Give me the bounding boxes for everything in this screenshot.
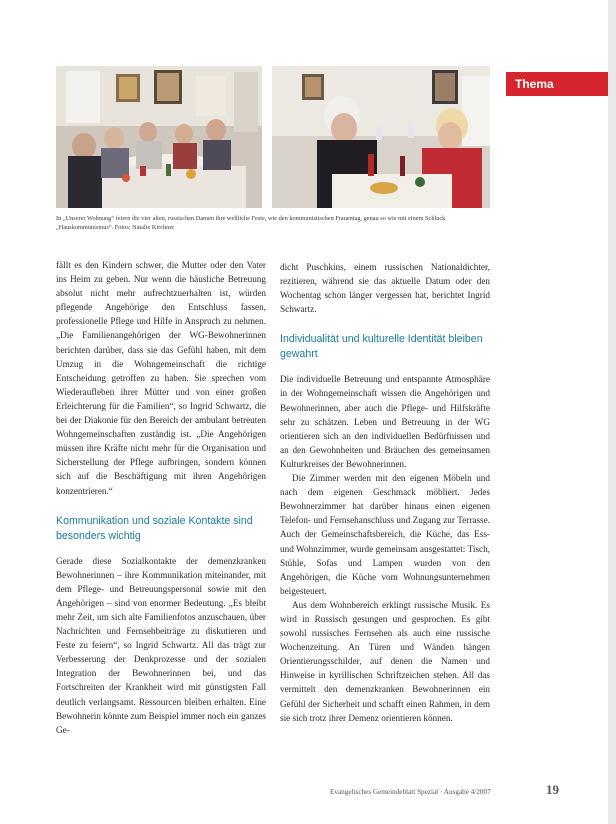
section-tab [506, 72, 608, 96]
left-subheading: Kommunikation und soziale Kontakte sind besonders wichtig [56, 514, 253, 542]
photo-toast [272, 66, 490, 208]
right-paragraph-2: Die individuelle Betreuung und entspannte Atmosphäre in der Wohngemeinschaft wissen die Angehörigen und Bewohnerinnen, aber auch die Pflege- und Hilfskräfte sehr zu schätzen. Leben und Betreuung in der WG orientieren sich an den individuellen Bedürfnissen und an den Gewohnheiten und Bräuchen des gemeinsamen Kulturkreises der Bewohnerinnen. [280, 374, 490, 469]
right-subheading: Individualität und kulturelle Identität bleiben gewahrt [280, 333, 483, 361]
right-paragraph-1: dicht Puschkins, einem russischen Nationaldichter, rezitieren, während sie das aktuelle Datum oder den Wochentag schon länger vergessen hat, berichtet Ingrid Schwartz. [280, 262, 490, 315]
right-column [280, 260, 490, 725]
left-paragraph-1: fällt es den Kindern schwer, die Mutter oder den Vater ins Heim zu geben. Nur wenn die häusliche Betreuung absolut nicht mehr aufrechtzuerhalten ist, würden pflegende Angehörige den Entschluss fassen, professionelle Pflege und Hilfe in Anspruch zu nehmen. „Die Familienangehörigen der WG-Bewohnerinnen berichten darüber, dass sie das Gefühl haben, mit dem Umzug in die Wohngemeinschaft die richtige Entscheidung getroffen zu haben. Sie sprechen vom Wiederaufleben ihrer Mütter und von einer großen Erleichterung für die Familien“, so Ingrid Schwartz, die bei der Diakonie für den Bereich der ambulant betreuten Wohngemeinschaften zuständig ist. „Die Angehörigen müssen ihre Kräfte nicht mehr für die Organisation und Sicherstellung der Pflege aufbringen, sondern können sich auf die Beschäftigung mit ihren Angehörigen konzentrieren.“ [56, 260, 266, 496]
left-column [56, 258, 266, 737]
page-edge [608, 0, 616, 824]
photo-caption: In „Unserer Wohnung“ feiern die vier alten, russischen Damen ihre weltliche Feste, wie den kommunistischen Frauentag, genau so wie mit einem Schluck „Hauskommunismus“. Fotos: Natalie Kirchner [56, 215, 446, 231]
section-tab-label: Thema [515, 77, 554, 91]
footer-publication: Evangelisches Gemeindeblatt Spezial · Ausgabe 4/2007 [330, 788, 491, 796]
photo-group-celebration [56, 66, 262, 208]
page-number: 19 [546, 782, 559, 797]
left-paragraph-2: Gerade diese Sozialkontakte der demenzkranken Bewohnerinnen – ihre Kommunikation miteinander, mit dem Pflege- und Betreuungspersonal sowie mit den Angehörigen – sind von enormer Bedeutung. „Es bleibt mehr Zeit, um sich alte Familienfotos anzuschauen, über Nachrichten und Fernsehbeiträge zu diskutieren und Feste zu feiern“, so Ingrid Schwartz. All das trägt zur Verbesserung der Denkprozesse und der sozialen Integration der Bewohnerinnen bei, und das Fortschreiten der Krankheit wird mit günstigsten Fall deutlich verlangsamt. Ressourcen bleiben erhalten. Eine Bewohnerin könnte zum Beispiel immer noch ein ganzes Ge- [56, 555, 266, 735]
right-paragraph-3: Die Zimmer werden mit den eigenen Möbeln und nach dem eigenen Geschmack möbliert. Jedes Bewohnerzimmer hat darüber hinaus einen eigenen Telefon- und Fernsehanschluss und Zugang zur Terrasse. Auch der Gemeinschaftsbereich, die Küche, das Ess- und Wohnzimmer, wurde gemeinsam ausgestattet: Tisch, Stühle, Sofas und Lampen wurden von den Angehörigen, die Küche vom Wohnungsunternehmen beigesteuert. [280, 473, 490, 596]
right-paragraph-4: Aus dem Wohnbereich erklingt russische Musik. Es wird in Russisch gesungen und gesprochen. Es gibt sowohl russisches Fernsehen als auch eine russische Wochenzeitung. An Türen und Wänden hängen Orientierungsschilder, auf denen die Namen und Hinweise in kyrillischen Schriftzeichen stehen. All das vermittelt den demenzkranken Bewohnerinnen ein Gefühl der Sicherheit und schafft einen Rahmen, in dem sie sich trotz ihrer Demenz orientieren können. [280, 599, 490, 723]
